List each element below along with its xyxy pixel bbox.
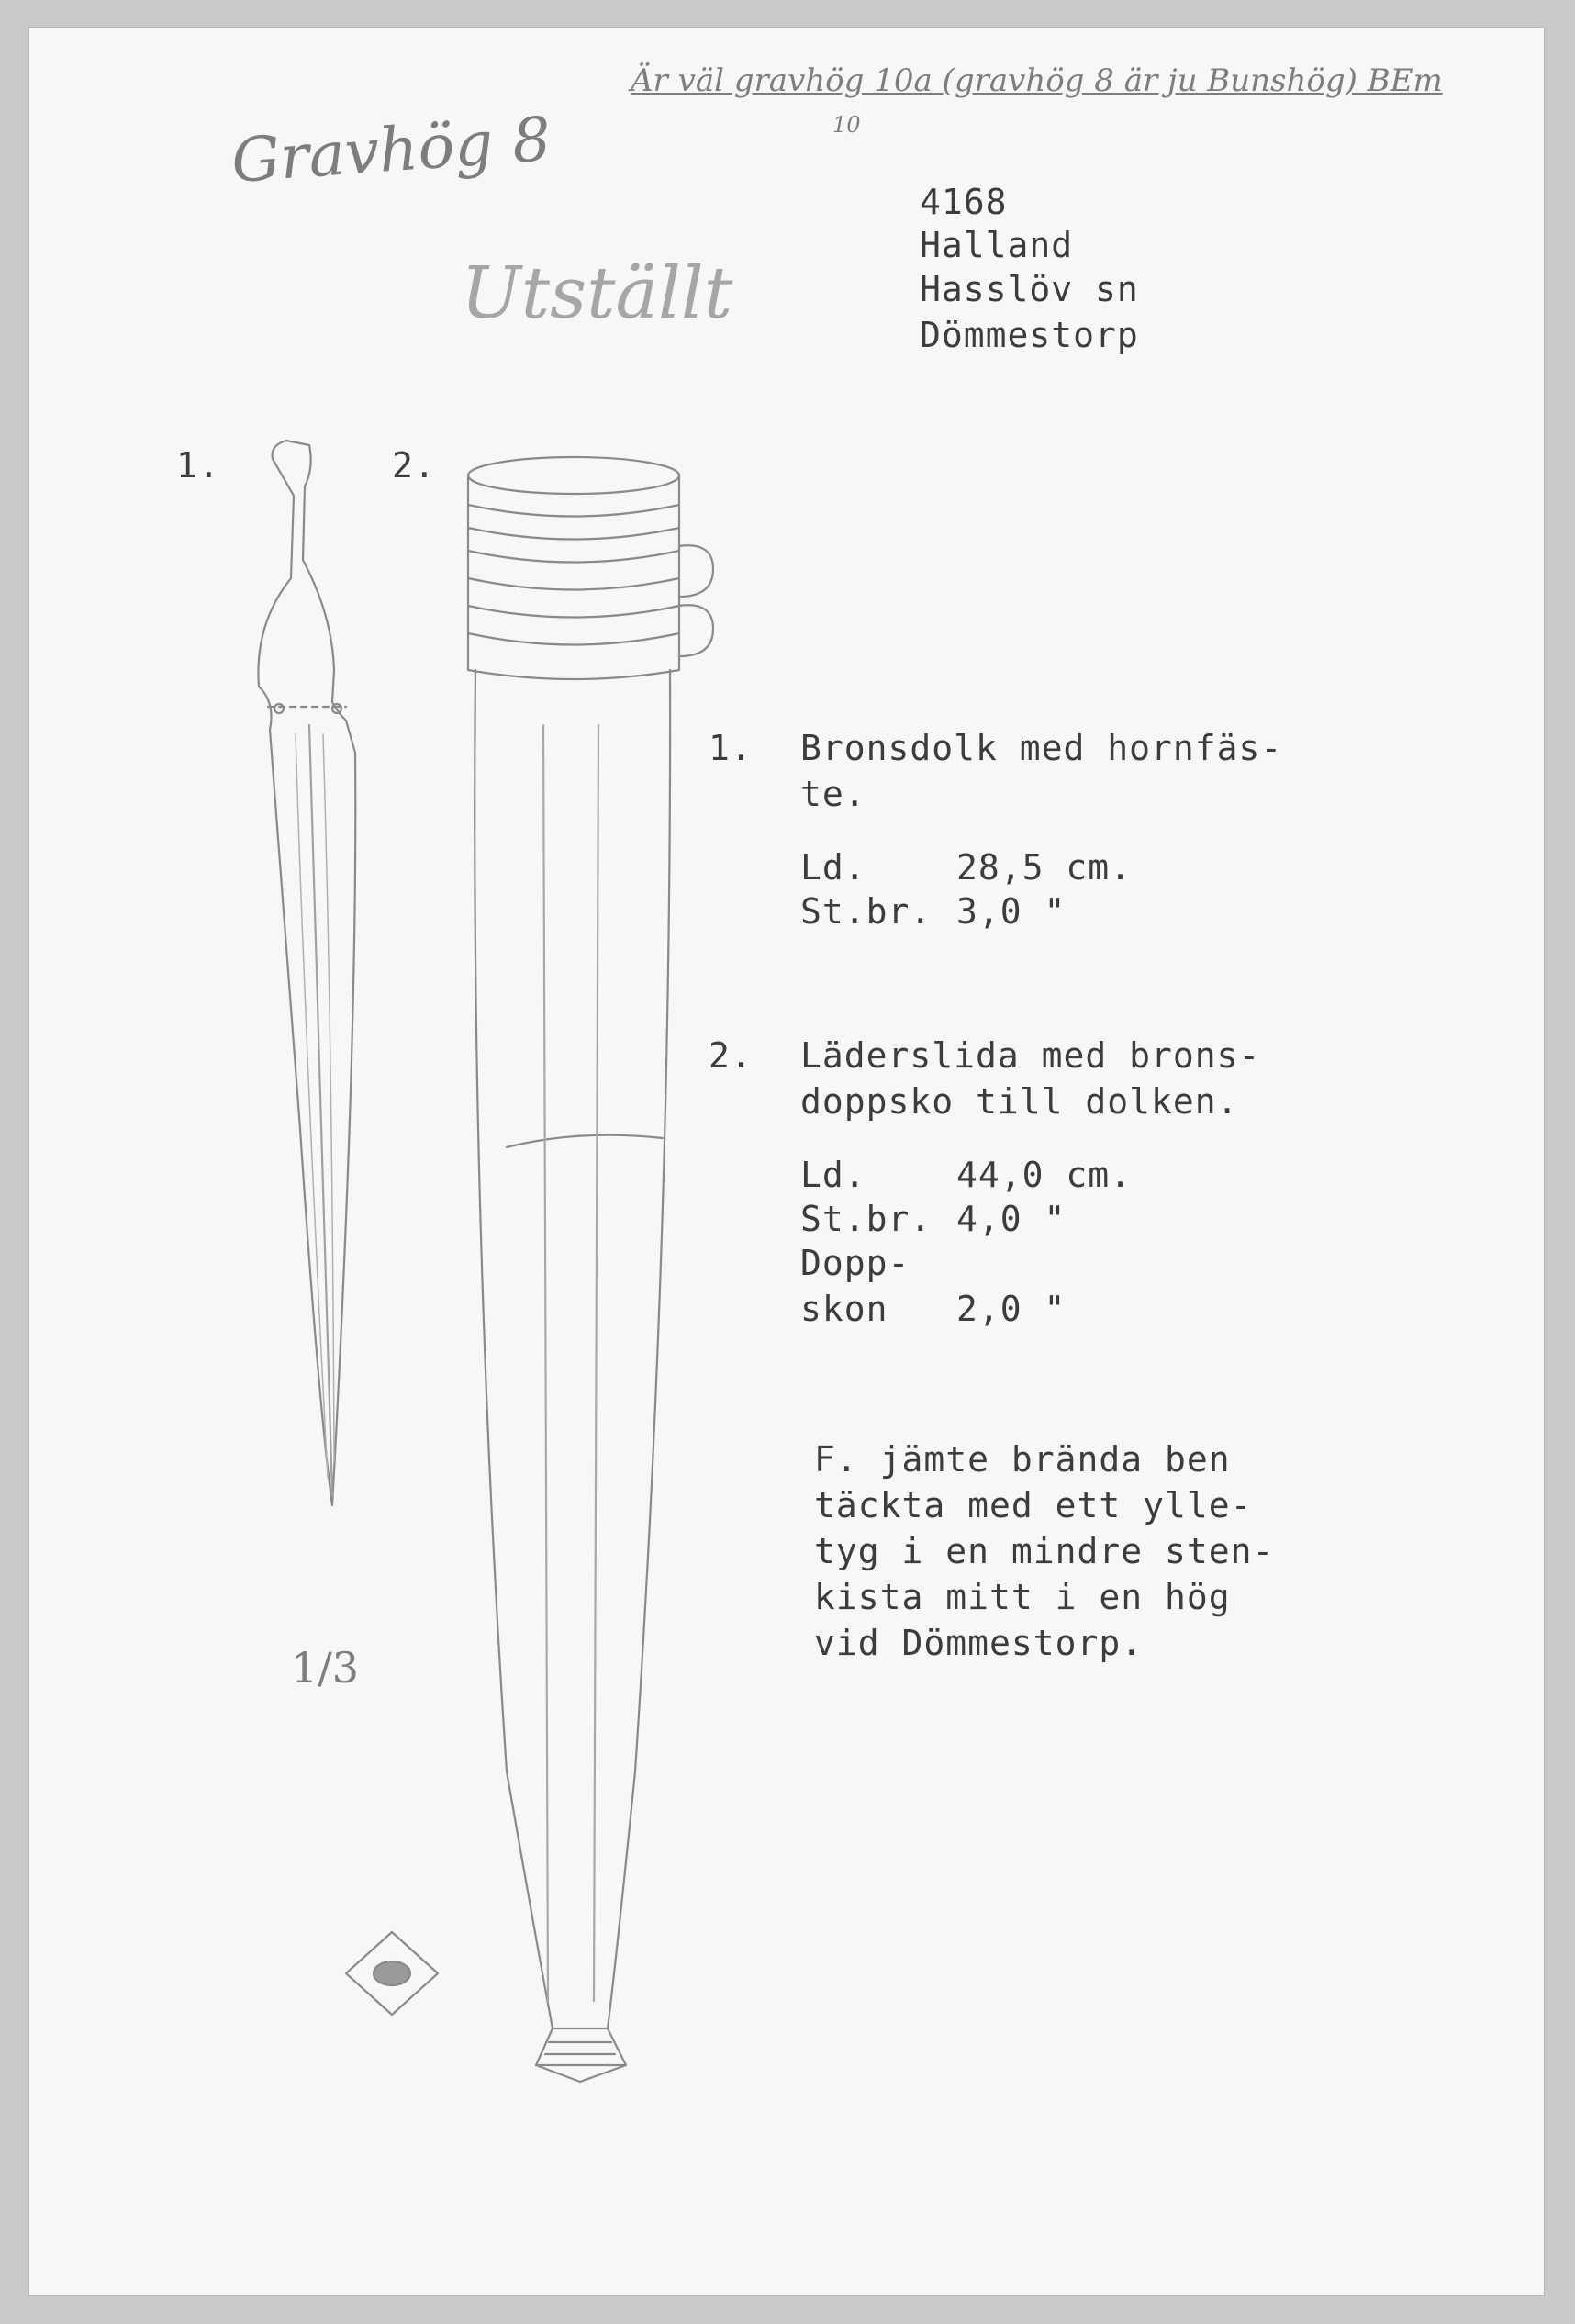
measurement-label: Dopp- (800, 1243, 910, 1283)
item-number: 2. (709, 1035, 753, 1076)
item-description-line: Bronsdolk med hornfäs- (800, 728, 1283, 768)
find-note-line: kista mitt i en hög (814, 1577, 1231, 1617)
measurement-value: 28,5 cm. (956, 847, 1133, 888)
drawings-layer (29, 28, 1544, 2295)
scale-label: 1/3 (291, 1643, 360, 1693)
figure-1-label: 1. (176, 445, 220, 486)
item-description-line: doppsko till dolken. (800, 1081, 1239, 1122)
find-note-line: vid Dömmestorp. (814, 1623, 1144, 1663)
measurement-value: 3,0 " (956, 891, 1067, 932)
province: Halland (920, 225, 1074, 265)
measurement-label: Ld. (800, 1155, 866, 1195)
top-note-number: 10 (832, 112, 861, 138)
item-description-line: te. (800, 774, 866, 814)
exhibited-label: Utställt (461, 252, 733, 335)
measurement-label: St.br. (800, 1199, 933, 1239)
find-note-line: täckta med ett ylle- (814, 1485, 1253, 1525)
top-handwritten-note: Är väl gravhög 10a (gravhög 8 är ju Bunshög) BEm (631, 62, 1443, 99)
measurement-label: skon (800, 1289, 888, 1329)
grave-label: Gravhög 8 (229, 103, 553, 197)
find-note-line: tyg i en mindre sten- (814, 1531, 1275, 1571)
catalogue-card (29, 28, 1544, 2295)
item-description-line: Läderslida med brons- (800, 1035, 1261, 1076)
site: Dömmestorp (920, 315, 1139, 355)
measurement-value: 2,0 " (956, 1289, 1067, 1329)
parish: Hasslöv sn (920, 269, 1139, 309)
find-note-line: F. jämte brända ben (814, 1439, 1231, 1480)
scabbard-drawing-icon (468, 457, 713, 2082)
figure-2-label: 2. (392, 445, 436, 486)
item-number: 1. (709, 728, 753, 768)
measurement-value: 44,0 cm. (956, 1155, 1133, 1195)
catalogue-number: 4168 (920, 182, 1008, 222)
measurement-label: Ld. (800, 847, 866, 888)
measurement-value: 4,0 " (956, 1199, 1067, 1239)
cross-section-drawing-icon (346, 1932, 438, 2015)
measurement-label: St.br. (800, 891, 933, 932)
dagger-drawing-icon (258, 441, 355, 1505)
